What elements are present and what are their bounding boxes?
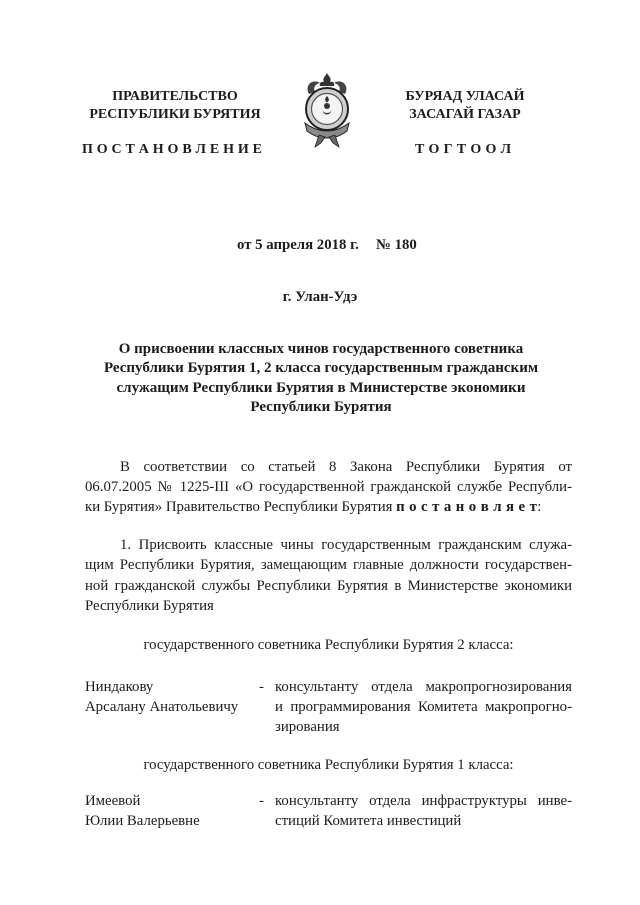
- rank-heading: государственного советника Республики Бурятия 1 класса:: [143, 757, 514, 773]
- preamble-line: В соответствии со статьей 8 Закона Республики Бурятия от: [120, 459, 572, 475]
- title-line: О присвоении классных чинов государственного советника: [118, 341, 524, 357]
- org-left-line: ПРАВИТЕЛЬСТВО: [112, 89, 238, 104]
- org-left-line: РЕСПУБЛИКИ БУРЯТИЯ: [89, 107, 261, 122]
- government-name-buryat: [370, 88, 560, 124]
- appointee-position: [275, 677, 572, 737]
- name-line: Ниндакову: [85, 679, 154, 695]
- doc-type-russian: П О С Т А Н О В Л Е Н И Е: [82, 142, 262, 157]
- title-line: Республики Бурятия 1, 2 класса государственным гражданским: [103, 360, 539, 377]
- position-line: консультанту отдела инфраструктуры инве-: [275, 793, 572, 809]
- clause-1-paragraph: [85, 535, 572, 616]
- appointee-name: [85, 791, 255, 831]
- title-line: служащим Республики Бурятия в Министерстве экономики: [116, 379, 526, 396]
- coat-of-arms-svg: [299, 71, 355, 149]
- document-date: от 5 апреля 2018 г.: [237, 237, 359, 253]
- resolution-keyword-suffix: :: [537, 499, 542, 515]
- entry-dash: -: [259, 793, 264, 809]
- appointee-name: [85, 677, 255, 717]
- coat-of-arms-icon: [299, 71, 355, 149]
- document-title: [0, 340, 640, 418]
- position-line: зирования: [275, 719, 340, 735]
- preamble-line: 06.07.2005 № 1225-III «О государственной гражданской службе Республи-: [85, 479, 572, 495]
- clause-line: ной гражданской службы Республики Бурятия в Министерстве экономики: [85, 577, 572, 594]
- preamble-paragraph: [85, 457, 572, 517]
- org-right-line: ЗАСАГАЙ ГАЗАР: [409, 107, 521, 122]
- document-city: г. Улан-Удэ: [282, 289, 358, 305]
- name-line: Имеевой: [85, 793, 141, 809]
- preamble-line: [85, 497, 572, 517]
- position-line: и программирования Комитета макропрогно-: [275, 699, 572, 715]
- position-line: консультанту отдела макропрогнозирования: [275, 679, 572, 695]
- resolution-keyword: п о с т а н о в л я е т: [396, 499, 538, 515]
- appointee-position: [275, 791, 572, 831]
- date-number-line: [0, 235, 640, 255]
- name-line: Арсалану Анатольевичу: [85, 699, 239, 715]
- doc-type-buryat: Т О Г Т О О Л: [415, 142, 511, 157]
- government-name-russian: [80, 88, 270, 124]
- clause-line: Республики Бурятия: [85, 597, 214, 614]
- entry-dash: -: [259, 679, 264, 695]
- rank-heading: государственного советника Республики Бурятия 2 класса:: [143, 637, 514, 653]
- document-number: № 180: [376, 237, 417, 253]
- title-line: Республики Бурятия: [250, 399, 392, 416]
- clause-line: щим Республики Бурятия, замещающим главные должности государствен-: [85, 557, 572, 574]
- clause-line: 1. Присвоить классные чины государственным гражданским служа-: [120, 537, 572, 553]
- org-right-line: БУРЯАД УЛАСАЙ: [405, 89, 525, 104]
- preamble-line-text: ки Бурятия» Правительство Республики Бурятия: [85, 499, 393, 515]
- position-line: стиций Комитета инвестиций: [275, 813, 462, 829]
- name-line: Юлии Валерьевне: [85, 813, 200, 829]
